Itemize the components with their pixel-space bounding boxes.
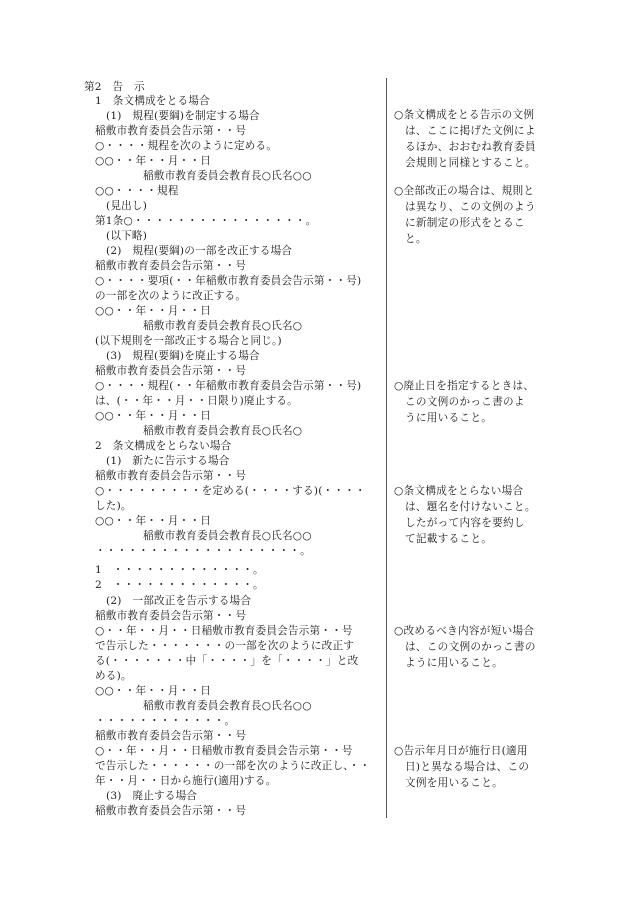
note-line: したがって内容を要約し (405, 517, 525, 529)
body-line: (以下規則を一部改正する場合と同じ。) (95, 335, 282, 347)
body-line: 稲敷市教育委員会告示第・・号 (95, 805, 247, 817)
body-line: 第1条○・・・・・・・・・・・・・・・・。 (95, 215, 317, 227)
note-line: は異なり、この文例のよう (405, 201, 536, 213)
note-line: 日)と異なる場合は、この (405, 761, 530, 773)
note-line: ○改めるべき内容が短い場合 (394, 625, 535, 637)
note-line: この文例のかっこ書のよ (405, 396, 525, 408)
note-line: るほか、おおむね教育委員 (405, 141, 536, 153)
body-line: ○○・・・・規程 (95, 185, 179, 197)
body-line: ・・・・・・・・・・・・。 (95, 715, 236, 727)
note-line: ○条文構成をとる告示の文例 (394, 109, 535, 121)
body-line: 2 ・・・・・・・・・・・・・。 (95, 579, 264, 591)
signature-line: 稲敷市教育委員会教育長○氏名○○ (143, 170, 312, 182)
item-heading: (1) 規程(要綱)を制定する場合 (106, 110, 260, 122)
body-line: 稲敷市教育委員会告示第・・号 (95, 365, 247, 377)
body-line: ○・・年・・月・・日稲敷市教育委員会告示第・・号 (95, 625, 353, 637)
signature-line: 稲敷市教育委員会教育長○氏名○○ (143, 700, 312, 712)
note-line: て記載すること。 (405, 533, 493, 545)
body-line: ○・・・・・・・・・を定める(・・・・する)(・・・・ (95, 485, 366, 497)
item-heading: (1) 新たに告示する場合 (106, 455, 230, 467)
body-line: ○・・・・規程を次のように定める。 (95, 140, 278, 152)
body-line: 稲敷市教育委員会告示第・・号 (95, 470, 247, 482)
body-line: 年・・月・・日から施行(適用)する。 (95, 775, 277, 787)
section-heading: 第2 告 示 (84, 81, 145, 93)
note-line: は、題名を付けないこと。 (405, 501, 536, 513)
note-line: と。 (405, 233, 427, 245)
body-line: (以下略) (106, 230, 148, 242)
subsection-heading: 2 条文構成をとらない場合 (95, 440, 232, 452)
body-line: で告示した・・・・・・の一部を次のように改正し、・・ (95, 760, 371, 772)
body-line: ・・・・・・・・・・・・・・・・・・・。 (95, 545, 311, 557)
note-line: ○全部改正の場合は、規則と (394, 185, 535, 197)
body-line: の一部を次のように改正する。 (95, 290, 247, 302)
body-line: ○・・・・要項(・・年稲敷市教育委員会告示第・・号) (95, 275, 362, 287)
body-line: ○○・・年・・月・・日 (95, 410, 212, 422)
signature-line: 稲敷市教育委員会教育長○氏名○○ (143, 530, 312, 542)
body-line: 稲敷市教育委員会告示第・・号 (95, 125, 247, 137)
body-line: ○○・・年・・月・・日 (95, 515, 212, 527)
note-line: に新制定の形式をとるこ (405, 217, 525, 229)
item-heading: (2) 一部改正を告示する場合 (106, 595, 252, 607)
signature-line: 稲敷市教育委員会教育長○氏名○ (143, 425, 303, 437)
subsection-heading: 1 条文構成をとる場合 (95, 95, 210, 107)
body-line: (見出し) (106, 200, 148, 212)
body-line: で告示した・・・・・・・の一部を次のように改正す (95, 640, 355, 652)
note-line: 会規則と同様とすること。 (405, 157, 536, 169)
note-line: は、この文例のかっこ書の (405, 641, 536, 653)
body-line: る(・・・・・・・中「・・・・」を「・・・・」と改 (95, 655, 359, 667)
body-line: は、(・・年・・月・・日限り)廃止する。 (95, 395, 298, 407)
note-line: ○廃止日を指定するときは、 (394, 380, 535, 392)
body-line: ○○・・年・・月・・日 (95, 685, 212, 697)
body-line: した)。 (95, 500, 132, 512)
item-heading: (3) 規程(要綱)を廃止する場合 (106, 350, 260, 362)
note-line: 文例を用いること。 (405, 777, 504, 789)
body-line: ○・・・・規程(・・年稲敷市教育委員会告示第・・号) (95, 380, 362, 392)
note-line: は、ここに掲げた文例によ (405, 125, 536, 137)
item-heading: (2) 規程(要綱)の一部を改正する場合 (106, 245, 293, 257)
body-line: める)。 (95, 670, 132, 682)
body-line: 1 ・・・・・・・・・・・・・。 (95, 564, 264, 576)
item-heading: (3) 廃止する場合 (106, 790, 198, 802)
body-line: 稲敷市教育委員会告示第・・号 (95, 260, 247, 272)
column-divider (386, 78, 387, 818)
signature-line: 稲敷市教育委員会教育長○氏名○ (143, 320, 303, 332)
body-line: 稲敷市教育委員会告示第・・号 (95, 610, 247, 622)
body-line: ○○・・年・・月・・日 (95, 305, 212, 317)
body-line: ○・・年・・月・・日稲敷市教育委員会告示第・・号 (95, 745, 353, 757)
body-line: ○○・・年・・月・・日 (95, 155, 212, 167)
note-line: ように用いること。 (405, 657, 504, 669)
body-line: 稲敷市教育委員会告示第・・号 (95, 730, 247, 742)
note-line: ○条文構成をとらない場合 (394, 485, 524, 497)
note-line: ○告示年月日が施行日(適用 (394, 745, 528, 757)
note-line: うに用いること。 (405, 412, 493, 424)
